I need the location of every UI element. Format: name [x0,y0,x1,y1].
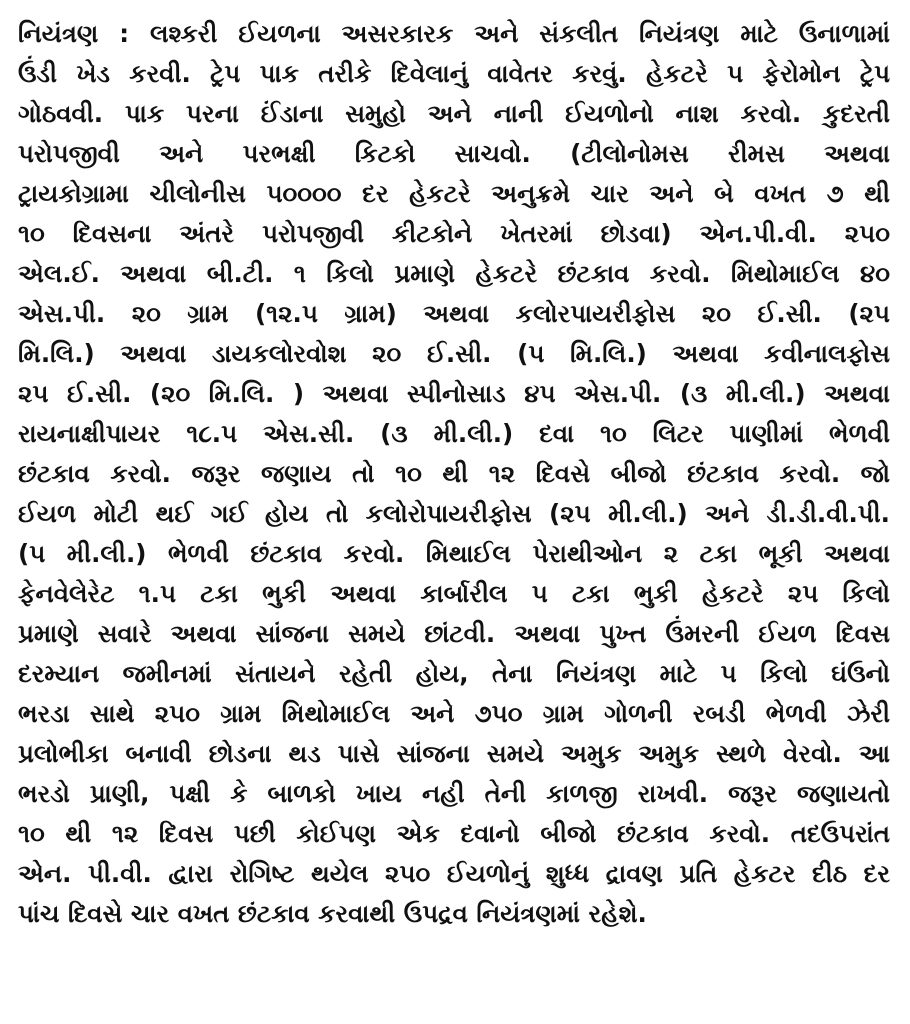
paragraph-line-13: ઈયળ મોટી થઈ ગઈ હોય તો કલોરોપાયરીફોસ (૨૫ મી.લી.) અને ડી.ડી.વી.પી. [18,499,890,528]
paragraph-line-6: ૧૦ દિવસના અંતરે પરોપજીવી કીટકોને ખેતરમાં છોડવા) એન.પી.વી. ૨૫૦ [18,219,890,248]
paragraph-line-1 [18,14,890,54]
paragraph-line-20: ભરડો પ્રાણી, પક્ષી કે બાળકો ખાય નહી તેની કાળજી રાખવી. જરૂર જણાયતો [18,779,890,808]
section-heading: નિયંત્રણ [18,19,99,48]
paragraph-line-14: (૫ મી.લી.) ભેળવી છંટકાવ કરવો. મિથાઈલ પેરાથીઓન ૨ ટકા ભૂકી અથવા [18,539,890,568]
paragraph-line-9: મિ.લિ.) અથવા ડાયકલોરવોશ ૨૦ ઈ.સી. (૫ મિ.લિ.) અથવા કવીનાલફોસ [18,339,890,368]
paragraph-line-2: ઉંડી ખેડ કરવી. ટ્રેપ પાક તરીકે દિવેલાનું વાવેતર કરવું. હેકટરે ૫ ફેરોમોન ટ્રેપ [18,59,890,88]
paragraph-line-19: પ્રલોભીકા બનાવી છોડના થડ પાસે સાંજના સમયે અમુક અમુક સ્થળે વેરવો. આ [18,739,890,768]
paragraph-line-16: પ્રમાણે સવારે અથવા સાંજના સમયે છાંટવી. અથવા પુખ્ત ઉંમરની ઈયળ દિવસ [18,619,890,648]
paragraph-line-17: દરમ્યાન જમીનમાં સંતાયને રહેતી હોય, તેના નિયંત્રણ માટે ૫ કિલો ઘંઉનો [18,659,890,688]
paragraph-line-15: ફેનવેલેરેટ ૧.૫ ટકા ભુકી અથવા કાર્બારીલ ૫ ટકા ભુકી હેકટરે ૨૫ કિલો [18,579,890,608]
paragraph-line-12: છંટકાવ કરવો. જરૂર જણાય તો ૧૦ થી ૧૨ દિવસે બીજો છંટકાવ કરવો. જો [18,459,890,488]
paragraph-line-22: એન. પી.વી. દ્વારા રોગિષ્ટ થયેલ ૨૫૦ ઈયળોનું શુધ્ધ દ્રાવણ પ્રતિ હેકટર દીઠ દર [18,859,890,888]
paragraph-line-18: ભરડા સાથે ૨૫૦ ગ્રામ મિથોમાઈલ અને ૭૫૦ ગ્રામ ગોળની રબડી ભેળવી ઝેરી [18,699,890,728]
paragraph-line-21: ૧૦ થી ૧૨ દિવસ પછી કોઈપણ એક દવાનો બીજો છંટકાવ કરવો. તદઉપરાંત [18,819,890,848]
line-text: લશ્કરી ઈયળના અસરકારક અને સંકલીત નિયંત્રણ માટે ઉનાળામાં [150,19,890,48]
control-paragraph [18,14,890,934]
paragraph-line-10: ૨૫ ઈ.સી. (૨૦ મિ.લિ. ) અથવા સ્પીનોસાડ ૪૫ એસ.પી. (૩ મી.લી.) અથવા [18,379,890,408]
paragraph-line-3: ગોઠવવી. પાક પરના ઈંડાના સમુહો અને નાની ઈયળોનો નાશ કરવો. કુદરતી [18,99,890,128]
paragraph-line-23: પાંચ દિવસે ચાર વખત છંટકાવ કરવાથી ઉપદ્રવ નિયંત્રણમાં રહેશે. [18,899,647,928]
paragraph-line-4: પરોપજીવી અને પરભક્ષી કિટકો સાચવો. (ટીલોનોમસ રીમસ અથવા [18,139,890,168]
paragraph-line-8: એસ.પી. ૨૦ ગ્રામ (૧૨.૫ ગ્રામ) અથવા કલોરપાયરીફોસ ૨૦ ઈ.સી. (૨૫ [18,299,890,328]
heading-separator: : [119,19,130,48]
paragraph-line-11: રાયનાક્ષીપાયર ૧૮.૫ એસ.સી. (૩ મી.લી.) દવા ૧૦ લિટર પાણીમાં ભેળવી [18,419,890,448]
paragraph-line-7: એલ.ઈ. અથવા બી.ટી. ૧ કિલો પ્રમાણે હેકટરે છંટકાવ કરવો. મિથોમાઈલ ૪૦ [18,259,890,288]
paragraph-line-5: ટ્રાયકોગ્રામા ચીલોનીસ ૫૦૦૦૦ દર હેકટરે અનુક્રમે ચાર અને બે વખત ૭ થી [18,179,890,208]
